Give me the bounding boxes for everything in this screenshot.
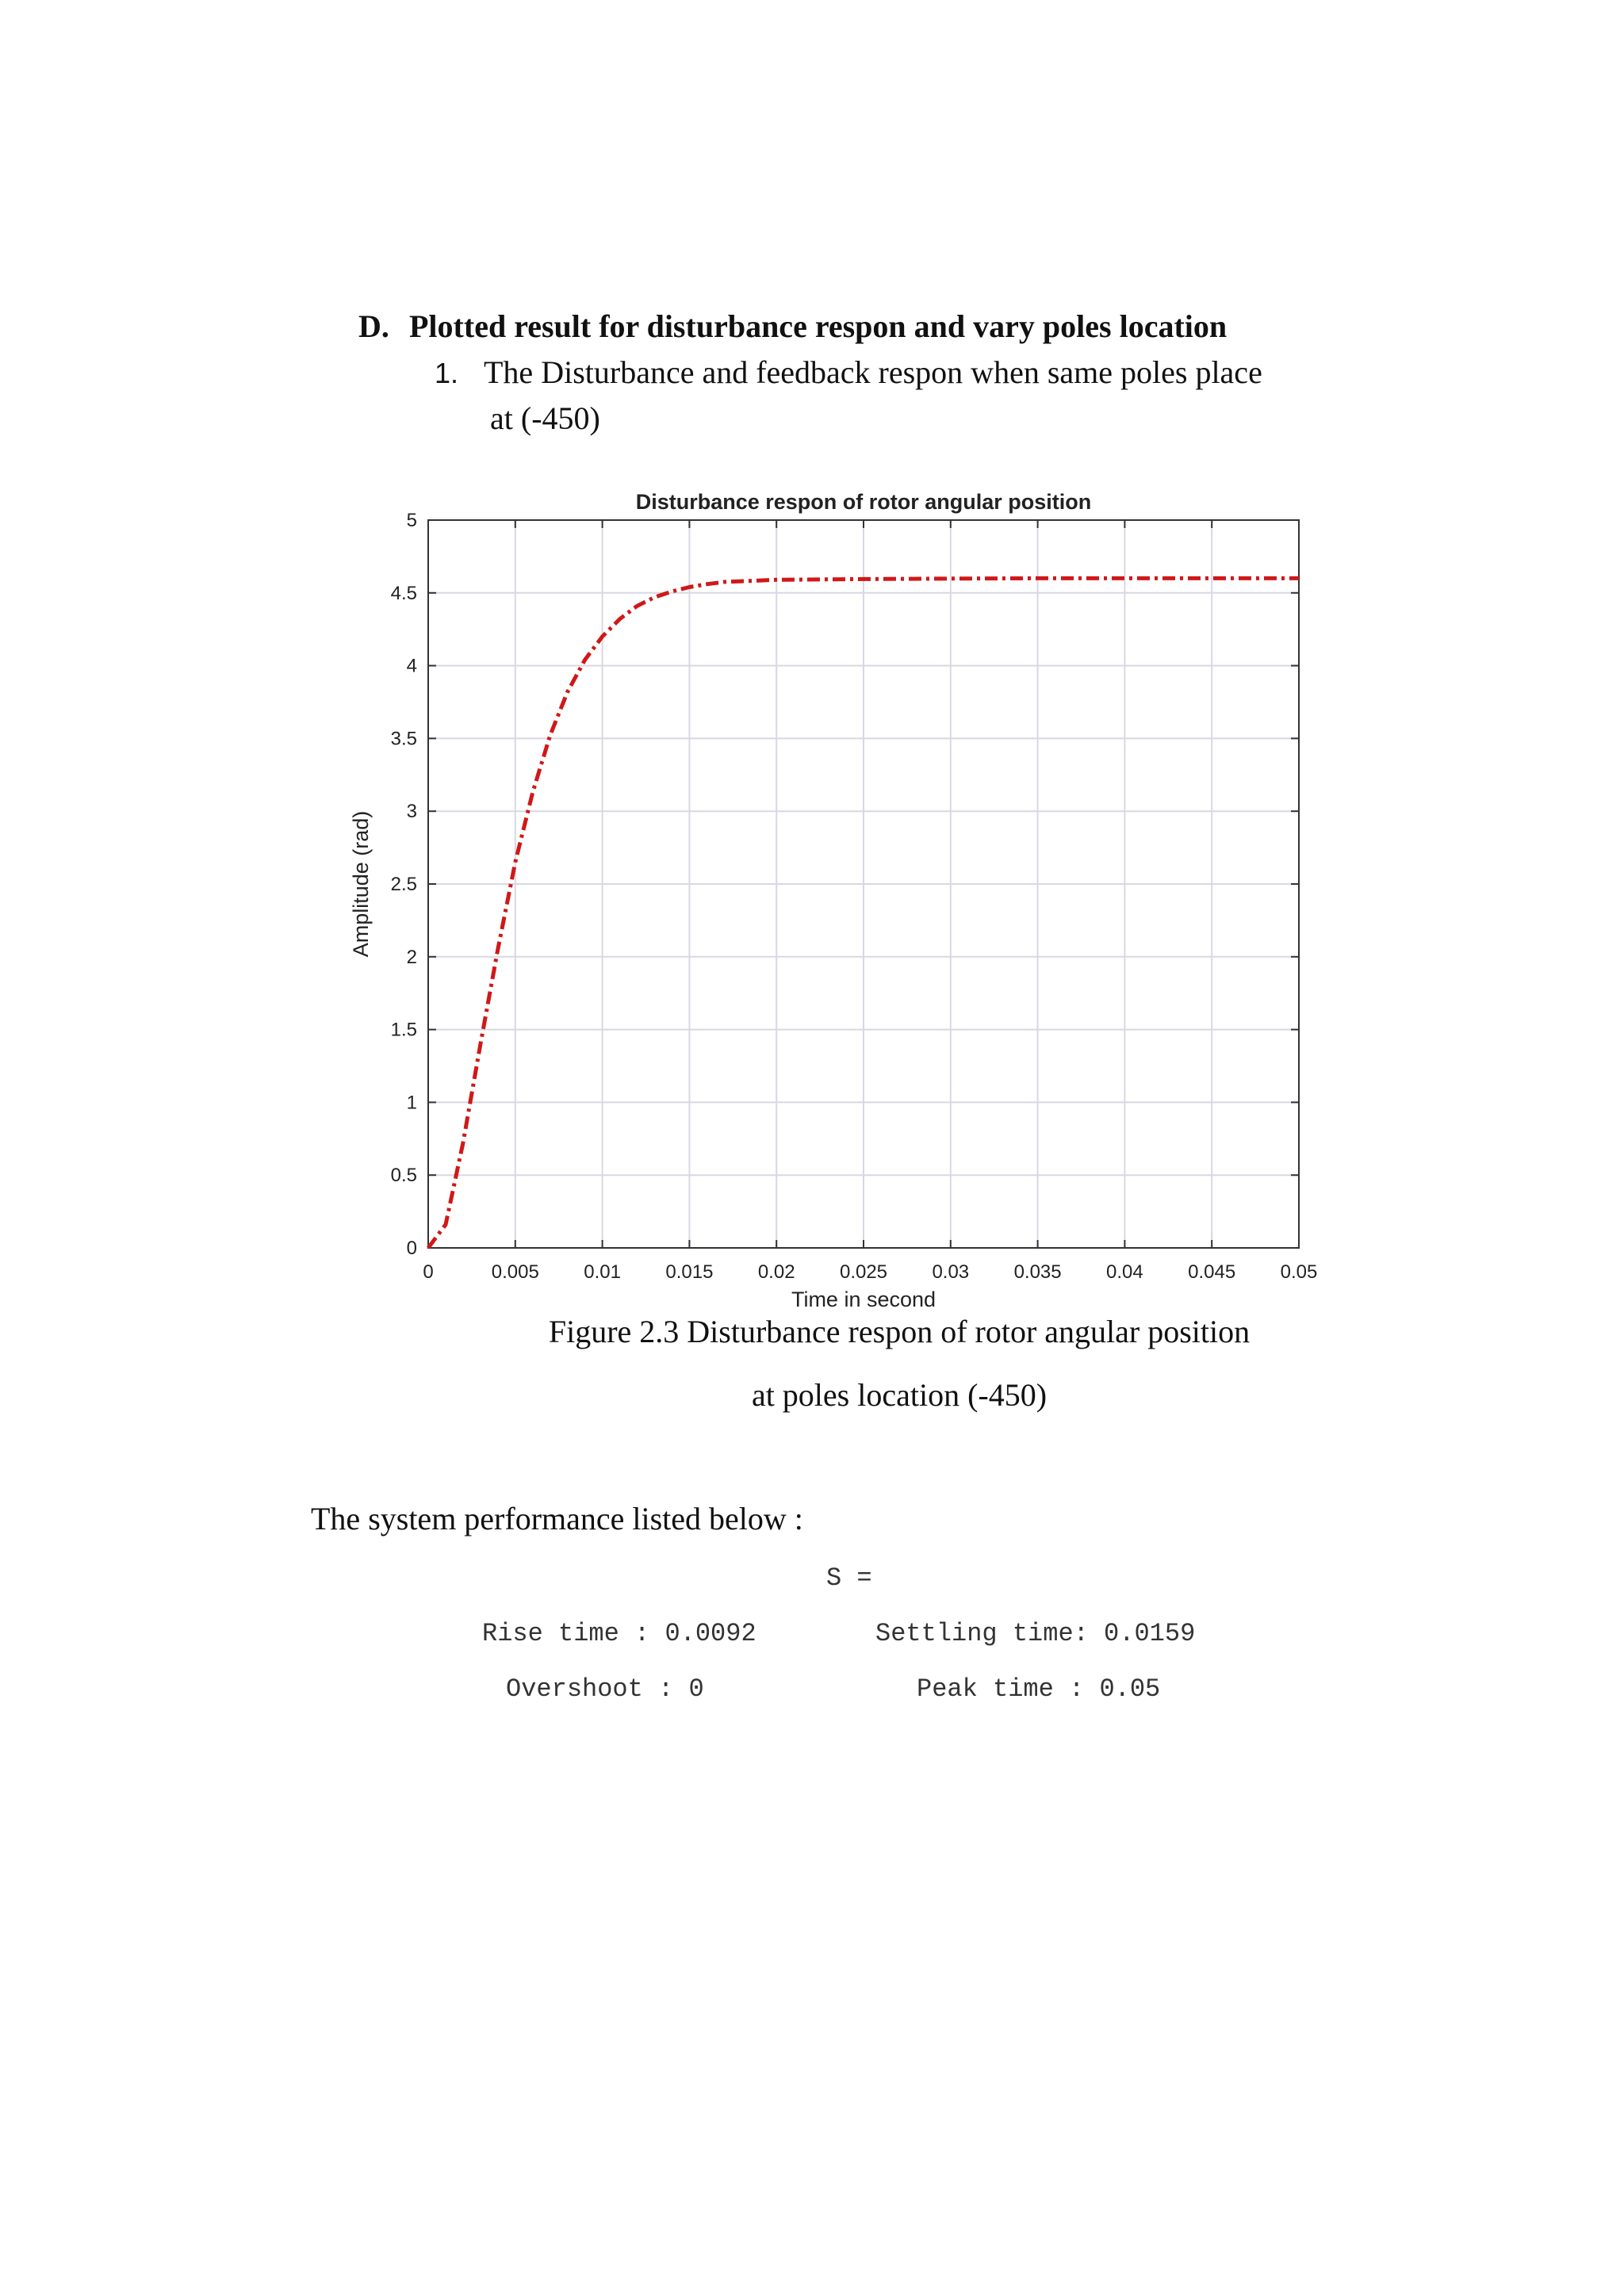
list-item xyxy=(435,354,1262,391)
figure-caption-line1: Figure 2.3 Disturbance respon of rotor angular position xyxy=(548,1314,1251,1349)
x-tick-label: 0.005 xyxy=(491,1261,539,1283)
x-tick-label: 0 xyxy=(423,1261,434,1283)
section-heading xyxy=(358,308,1227,345)
peak-time-value: Peak time : 0.05 xyxy=(917,1674,1161,1704)
x-tick-label: 0.03 xyxy=(932,1261,970,1283)
x-tick-label: 0.045 xyxy=(1188,1261,1236,1283)
y-tick-label: 3.5 xyxy=(390,728,417,750)
x-tick-label: 0.015 xyxy=(665,1261,714,1283)
y-tick-label: 4.5 xyxy=(390,582,417,604)
list-item-number: 1. xyxy=(435,357,459,389)
x-tick-label: 0.025 xyxy=(839,1261,888,1283)
list-item-continuation: at (-450) xyxy=(490,400,600,436)
x-tick-label: 0.02 xyxy=(757,1261,795,1283)
y-tick-label: 5 xyxy=(406,510,417,531)
x-tick-label: 0.035 xyxy=(1013,1261,1062,1283)
chart-background xyxy=(349,482,1332,1314)
rise-time-value: Rise time : 0.0092 xyxy=(482,1619,756,1648)
disturbance-response-chart xyxy=(349,482,1332,1314)
x-tick-label: 0.05 xyxy=(1280,1261,1318,1283)
x-tick-label: 0.01 xyxy=(584,1261,621,1283)
performance-intro: The system performance listed below : xyxy=(311,1501,803,1536)
x-axis-label: Time in second xyxy=(791,1288,936,1311)
y-tick-label: 4 xyxy=(406,655,417,677)
y-axis-label: Amplitude (rad) xyxy=(349,810,373,958)
x-tick-label: 0.04 xyxy=(1106,1261,1143,1283)
figure-caption-line2: at poles location (-450) xyxy=(751,1377,1048,1413)
y-tick-label: 0 xyxy=(406,1238,417,1259)
y-tick-label: 1.5 xyxy=(390,1019,417,1041)
y-tick-label: 1 xyxy=(406,1092,417,1114)
list-item-text: The Disturbance and feedback respon when same poles place xyxy=(484,354,1262,390)
section-letter: D. xyxy=(358,308,389,344)
overshoot-value: Overshoot : 0 xyxy=(506,1674,704,1704)
y-tick-label: 3 xyxy=(406,801,417,823)
settling-time-value: Settling time: 0.0159 xyxy=(875,1619,1196,1648)
section-title: Plotted result for disturbance respon and vary poles location xyxy=(409,308,1228,344)
y-tick-label: 0.5 xyxy=(390,1165,417,1187)
y-tick-label: 2.5 xyxy=(390,874,417,895)
y-tick-label: 2 xyxy=(406,946,417,968)
chart-title: Disturbance respon of rotor angular position xyxy=(635,490,1092,514)
s-label: S = xyxy=(826,1563,872,1593)
